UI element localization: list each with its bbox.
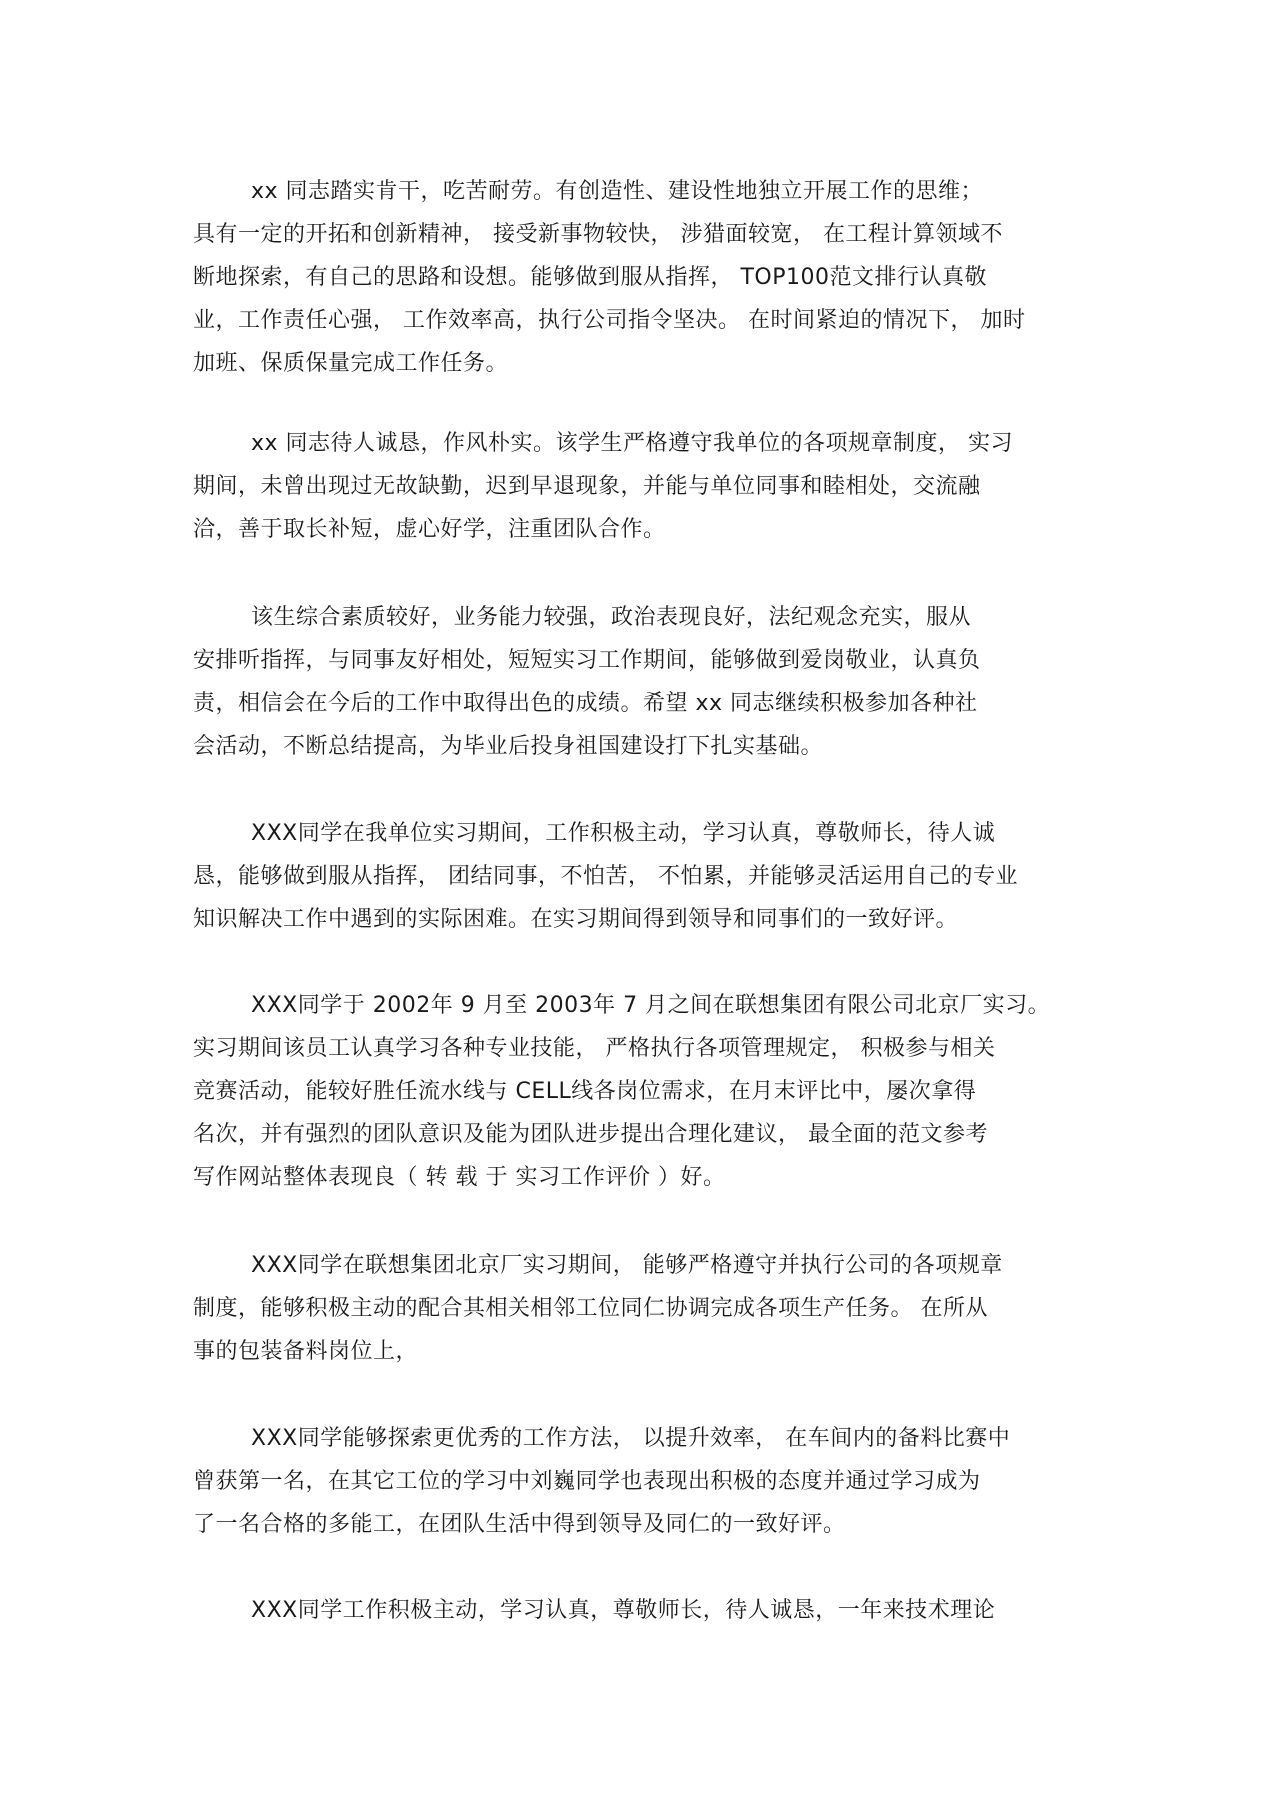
paragraph: [193, 170, 1093, 385]
paragraph: [193, 1417, 1093, 1546]
text-line: xx 同志待人诚恳，作风朴实。该学生严格遵守我单位的各项规章制度， 实习: [251, 431, 1014, 456]
text-line: 加班、保质保量完成工作任务。: [193, 351, 509, 376]
paragraph: [193, 422, 1093, 551]
text-line: 具有一定的开拓和创新精神， 接受新事物较快， 涉猎面较宽， 在工程计算领域不: [193, 222, 1003, 247]
text-line: 竞赛活动，能较好胜任流水线与 CELL线各岗位需求，在月末评比中，屡次拿得: [193, 1079, 977, 1104]
text-line: XXX同学在联想集团北京厂实习期间， 能够严格遵守并执行公司的各项规章: [251, 1253, 1003, 1278]
text-line: 了一名合格的多能工，在团队生活中得到领导及同仁的一致好评。: [193, 1512, 846, 1537]
text-line: 事的包装备料岗位上，: [193, 1339, 419, 1364]
paragraph: [193, 1589, 1093, 1632]
text-line: XXX同学工作积极主动，学习认真，尊敬师长，待人诚恳，一年来技术理论: [251, 1598, 996, 1623]
text-line: xx 同志踏实肯干，吃苦耐劳。有创造性、建设性地独立开展工作的思维；: [251, 179, 984, 204]
text-line: 会活动，不断总结提高，为毕业后投身祖国建设打下扎实基础。: [193, 734, 824, 759]
paragraph: [193, 1244, 1093, 1373]
text-line: XXX同学能够探索更优秀的工作方法， 以提升效率， 在车间内的备料比赛中: [251, 1426, 1011, 1451]
text-line: XXX同学于 2002年 9 月至 2003年 7 月之间在联想集团有限公司北京厂实习。: [251, 993, 1051, 1018]
text-line: 制度，能够积极主动的配合其相关相邻工位同仁协调完成各项生产任务。 在所从: [193, 1296, 988, 1321]
text-line: 曾获第一名，在其它工位的学习中刘巍同学也表现出积极的态度并通过学习成为: [193, 1469, 981, 1494]
text-line: 实习期间该员工认真学习各种专业技能， 严格执行各项管理规定， 积极参与相关: [193, 1036, 996, 1061]
text-line: 责，相信会在今后的工作中取得出色的成绩。希望 xx 同志继续积极参加各种社: [193, 691, 978, 716]
text-line: XXX同学在我单位实习期间，工作积极主动，学习认真，尊敬师长，待人诚: [251, 821, 996, 846]
text-line: 洽，善于取长补短，虚心好学，注重团队合作。: [193, 517, 666, 542]
paragraph: [193, 812, 1093, 941]
text-line: 知识解决工作中遇到的实际困难。在实习期间得到领导和同事们的一致好评。: [193, 907, 959, 932]
paragraph: [193, 984, 1093, 1199]
text-line: 名次，并有强烈的团队意识及能为团队进步提出合理化建议， 最全面的范文参考: [193, 1122, 988, 1147]
paragraph: [193, 596, 1093, 768]
text-line: 该生综合素质较好，业务能力较强，政治表现良好，法纪观念充实，服从: [251, 605, 972, 630]
text-line: 断地探索，有自己的思路和设想。能够做到服从指挥， TOP100范文排行认真敬: [193, 265, 988, 290]
text-line: 安排听指挥，与同事友好相处，短短实习工作期间，能够做到爱岗敬业，认真负: [193, 648, 981, 673]
text-line: 期间，未曾出现过无故缺勤，迟到早退现象，并能与单位同事和睦相处，交流融: [193, 474, 981, 499]
text-line: 业，工作责任心强， 工作效率高，执行公司指令坚决。 在时间紧迫的情况下， 加时: [193, 308, 1026, 333]
text-line: 恳，能够做到服从指挥， 团结同事，不怕苦， 不怕累，并能够灵活运用自己的专业: [193, 864, 1018, 889]
text-line: 写作网站整体表现良（ 转 载 于 实习工作评价 ）好。: [193, 1165, 726, 1190]
